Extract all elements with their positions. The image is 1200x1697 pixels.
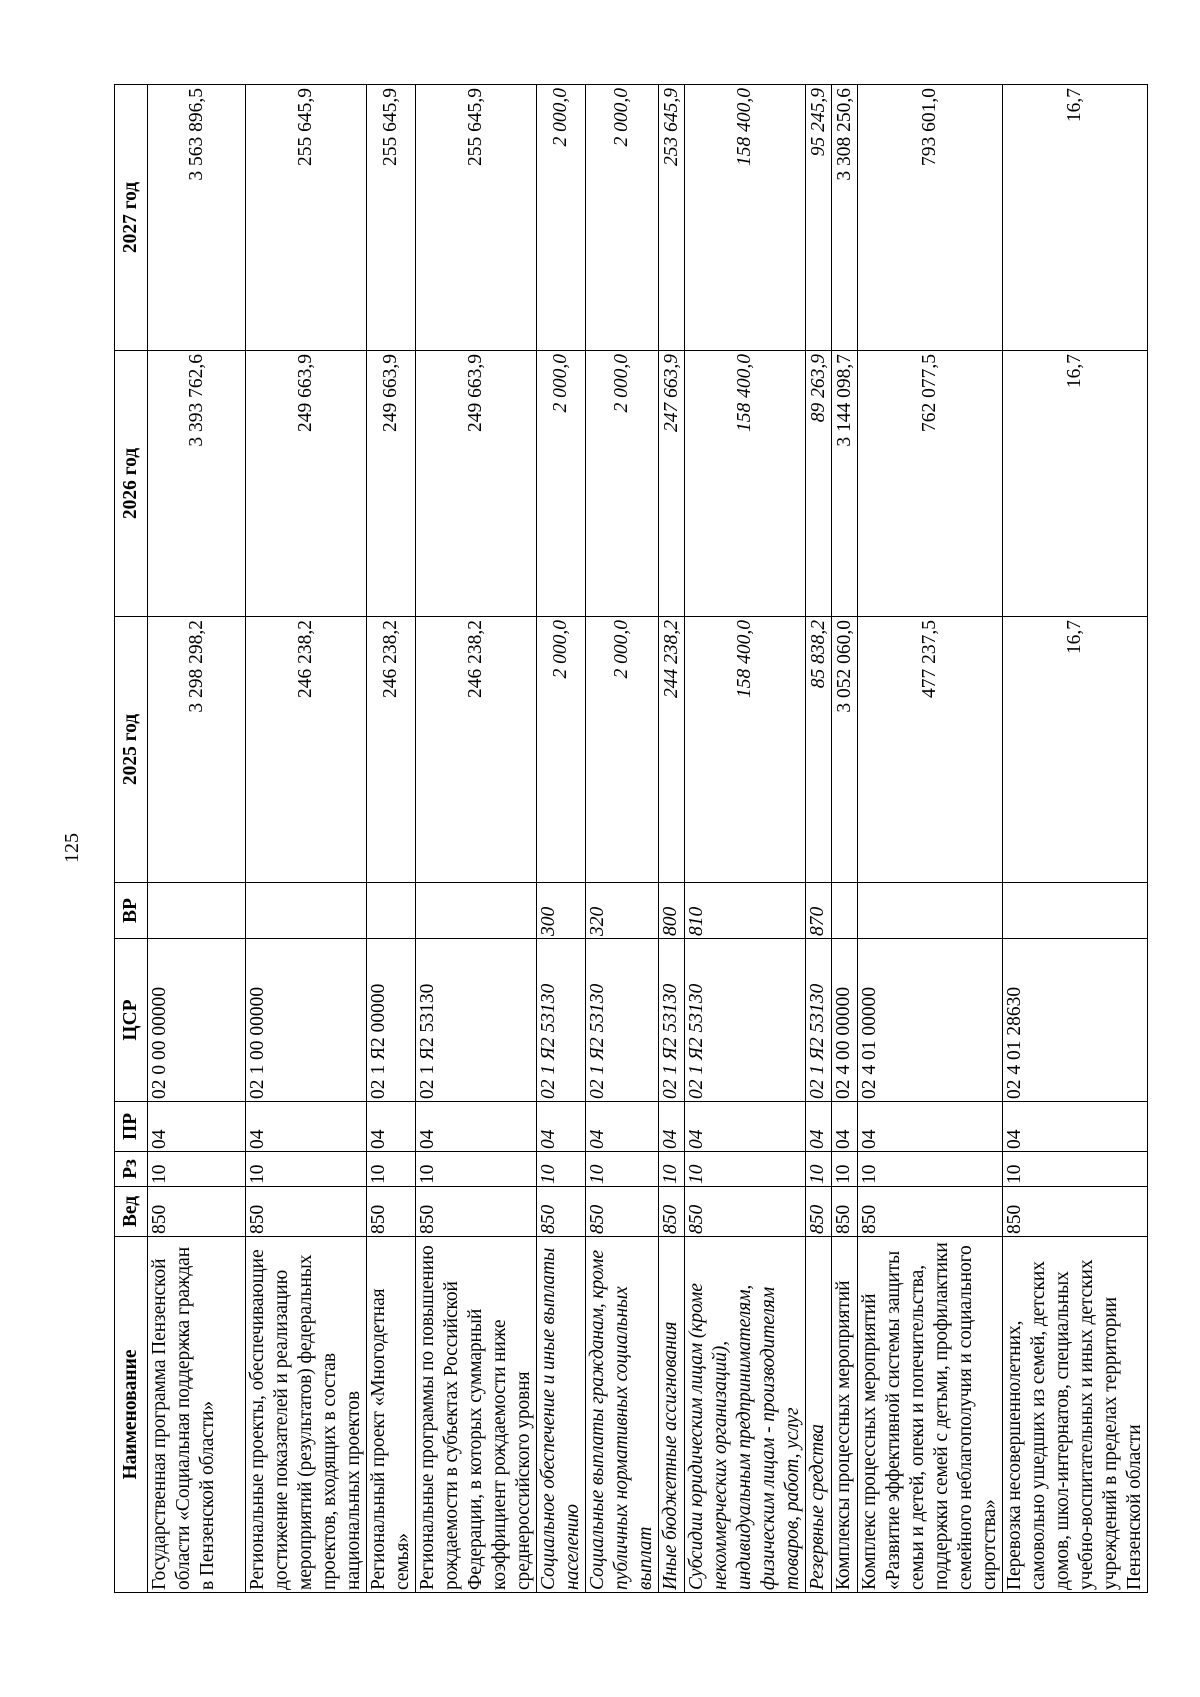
row-name: Региональные проекты, обеспечивающие достижение показателей и реализацию мероприятий (результатов) федеральных проектов, входящих в состав национальных проектов xyxy=(246,1237,367,1593)
budget-table xyxy=(114,84,1148,1593)
row-ved: 850 xyxy=(148,1187,246,1237)
row-vr xyxy=(832,883,858,939)
row-csr: 02 1 Я2 53130 xyxy=(586,939,659,1102)
row-vr: 800 xyxy=(659,883,685,939)
row-vr: 320 xyxy=(586,883,659,939)
row-csr: 02 1 Я2 53130 xyxy=(416,939,537,1102)
row-ved: 850 xyxy=(685,1187,806,1237)
row-2027: 255 645,9 xyxy=(246,85,367,351)
table-row xyxy=(858,85,1003,1593)
row-2026: 249 663,9 xyxy=(416,351,537,617)
table-row xyxy=(367,85,416,1593)
row-pr: 04 xyxy=(537,1102,586,1152)
header-vr: ВР xyxy=(115,883,148,939)
table-row xyxy=(1003,85,1148,1593)
row-2025: 246 238,2 xyxy=(367,617,416,883)
table-row xyxy=(148,85,246,1593)
row-ved: 850 xyxy=(537,1187,586,1237)
row-2026: 247 663,9 xyxy=(659,351,685,617)
budget-table-container xyxy=(114,85,1145,1593)
row-2026: 2 000,0 xyxy=(537,351,586,617)
row-vr xyxy=(246,883,367,939)
row-2027: 3 308 250,6 xyxy=(832,85,858,351)
row-csr: 02 0 00 00000 xyxy=(148,939,246,1102)
row-vr: 870 xyxy=(806,883,832,939)
rotated-table-frame xyxy=(114,85,1145,1593)
header-name: Наименование xyxy=(115,1237,148,1593)
row-2025: 158 400,0 xyxy=(685,617,806,883)
row-2026: 3 393 762,6 xyxy=(148,351,246,617)
row-2027: 2 000,0 xyxy=(537,85,586,351)
row-vr xyxy=(367,883,416,939)
row-2027: 3 563 896,5 xyxy=(148,85,246,351)
row-vr: 810 xyxy=(685,883,806,939)
row-2025: 246 238,2 xyxy=(416,617,537,883)
row-2026: 158 400,0 xyxy=(685,351,806,617)
header-rz: Рз xyxy=(115,1152,148,1187)
row-name: Социальное обеспечение и иные выплаты населению xyxy=(537,1237,586,1593)
row-pr: 04 xyxy=(806,1102,832,1152)
table-row xyxy=(806,85,832,1593)
row-csr: 02 1 Я2 53130 xyxy=(659,939,685,1102)
row-rz: 10 xyxy=(586,1152,659,1187)
row-name: Резервные средства xyxy=(806,1237,832,1593)
table-row xyxy=(832,85,858,1593)
row-rz: 10 xyxy=(806,1152,832,1187)
row-vr xyxy=(1003,883,1148,939)
table-row xyxy=(659,85,685,1593)
row-rz: 10 xyxy=(246,1152,367,1187)
row-rz: 10 xyxy=(832,1152,858,1187)
row-2025: 3 052 060,0 xyxy=(832,617,858,883)
row-ved: 850 xyxy=(586,1187,659,1237)
row-2026: 2 000,0 xyxy=(586,351,659,617)
row-2026: 89 263,9 xyxy=(806,351,832,617)
row-rz: 10 xyxy=(367,1152,416,1187)
table-row xyxy=(537,85,586,1593)
row-ved: 850 xyxy=(659,1187,685,1237)
row-csr: 02 4 01 00000 xyxy=(858,939,1003,1102)
row-2026: 16,7 xyxy=(1003,351,1148,617)
row-2027: 95 245,9 xyxy=(806,85,832,351)
header-pr: ПР xyxy=(115,1102,148,1152)
header-2027: 2027 год xyxy=(115,85,148,351)
row-ved: 850 xyxy=(832,1187,858,1237)
row-vr xyxy=(416,883,537,939)
row-2027: 255 645,9 xyxy=(416,85,537,351)
row-name: Комплексы процессных мероприятий xyxy=(832,1237,858,1593)
row-2027: 255 645,9 xyxy=(367,85,416,351)
row-pr: 04 xyxy=(659,1102,685,1152)
row-pr: 04 xyxy=(858,1102,1003,1152)
row-2025: 246 238,2 xyxy=(246,617,367,883)
row-vr xyxy=(858,883,1003,939)
row-pr: 04 xyxy=(416,1102,537,1152)
row-2027: 793 601,0 xyxy=(858,85,1003,351)
row-pr: 04 xyxy=(367,1102,416,1152)
row-2025: 85 838,2 xyxy=(806,617,832,883)
row-rz: 10 xyxy=(416,1152,537,1187)
row-name: Региональные программы по повышению рождаемости в субъектах Российской Федерации, в которых суммарный коэффициент рождаемости ниже среднероссийского уровня xyxy=(416,1237,537,1593)
row-name: Иные бюджетные ассигнования xyxy=(659,1237,685,1593)
row-ved: 850 xyxy=(806,1187,832,1237)
row-2025: 2 000,0 xyxy=(537,617,586,883)
header-2025: 2025 год xyxy=(115,617,148,883)
row-ved: 850 xyxy=(246,1187,367,1237)
table-row xyxy=(685,85,806,1593)
row-csr: 02 1 Я2 53130 xyxy=(537,939,586,1102)
row-name: Региональный проект «Многодетная семья» xyxy=(367,1237,416,1593)
row-2027: 253 645,9 xyxy=(659,85,685,351)
header-2026: 2026 год xyxy=(115,351,148,617)
row-pr: 04 xyxy=(1003,1102,1148,1152)
row-ved: 850 xyxy=(858,1187,1003,1237)
row-rz: 10 xyxy=(1003,1152,1148,1187)
page-number: 125 xyxy=(61,833,83,863)
row-2027: 16,7 xyxy=(1003,85,1148,351)
row-pr: 04 xyxy=(148,1102,246,1152)
table-row xyxy=(586,85,659,1593)
row-ved: 850 xyxy=(367,1187,416,1237)
row-csr: 02 1 Я2 00000 xyxy=(367,939,416,1102)
row-rz: 10 xyxy=(858,1152,1003,1187)
row-rz: 10 xyxy=(685,1152,806,1187)
row-2025: 2 000,0 xyxy=(586,617,659,883)
row-rz: 10 xyxy=(148,1152,246,1187)
row-2027: 158 400,0 xyxy=(685,85,806,351)
row-2025: 244 238,2 xyxy=(659,617,685,883)
table-header-row xyxy=(115,85,148,1593)
row-vr: 300 xyxy=(537,883,586,939)
row-csr: 02 4 00 00000 xyxy=(832,939,858,1102)
row-pr: 04 xyxy=(586,1102,659,1152)
row-name: Субсидии юридическим лицам (кроме некоммерческих организаций), индивидуальным предпринимателям, физическим лицам - производителям товаров, работ, услуг xyxy=(685,1237,806,1593)
row-2025: 477 237,5 xyxy=(858,617,1003,883)
row-csr: 02 1 Я2 53130 xyxy=(685,939,806,1102)
row-csr: 02 4 01 28630 xyxy=(1003,939,1148,1102)
row-pr: 04 xyxy=(246,1102,367,1152)
row-name: Государственная программа Пензенской области «Социальная поддержка граждан в Пензенской области» xyxy=(148,1237,246,1593)
row-csr: 02 1 00 00000 xyxy=(246,939,367,1102)
row-2026: 3 144 098,7 xyxy=(832,351,858,617)
row-2026: 249 663,9 xyxy=(367,351,416,617)
row-vr xyxy=(148,883,246,939)
row-rz: 10 xyxy=(659,1152,685,1187)
table-row xyxy=(416,85,537,1593)
row-pr: 04 xyxy=(832,1102,858,1152)
header-ved: Вед xyxy=(115,1187,148,1237)
header-csr: ЦСР xyxy=(115,939,148,1102)
row-name: Перевозка несовершеннолетних, самовольно ушедших из семей, детских домов, школ-интернатов, специальных учебно-воспитательных и иных детских учреждений в пределах территории Пензенской области xyxy=(1003,1237,1148,1593)
row-ved: 850 xyxy=(1003,1187,1148,1237)
row-csr: 02 1 Я2 53130 xyxy=(806,939,832,1102)
table-row xyxy=(246,85,367,1593)
row-2025: 3 298 298,2 xyxy=(148,617,246,883)
row-2026: 249 663,9 xyxy=(246,351,367,617)
row-2026: 762 077,5 xyxy=(858,351,1003,617)
row-2027: 2 000,0 xyxy=(586,85,659,351)
row-rz: 10 xyxy=(537,1152,586,1187)
row-pr: 04 xyxy=(685,1102,806,1152)
row-name: Социальные выплаты гражданам, кроме публичных нормативных социальных выплат xyxy=(586,1237,659,1593)
row-name: Комплекс процессных мероприятий «Развитие эффективной системы защиты семьи и детей, опеки и попечительства, поддержки семей с детьми, профилактики семейного неблагополучия и социального сиротства» xyxy=(858,1237,1003,1593)
row-ved: 850 xyxy=(416,1187,537,1237)
row-2025: 16,7 xyxy=(1003,617,1148,883)
